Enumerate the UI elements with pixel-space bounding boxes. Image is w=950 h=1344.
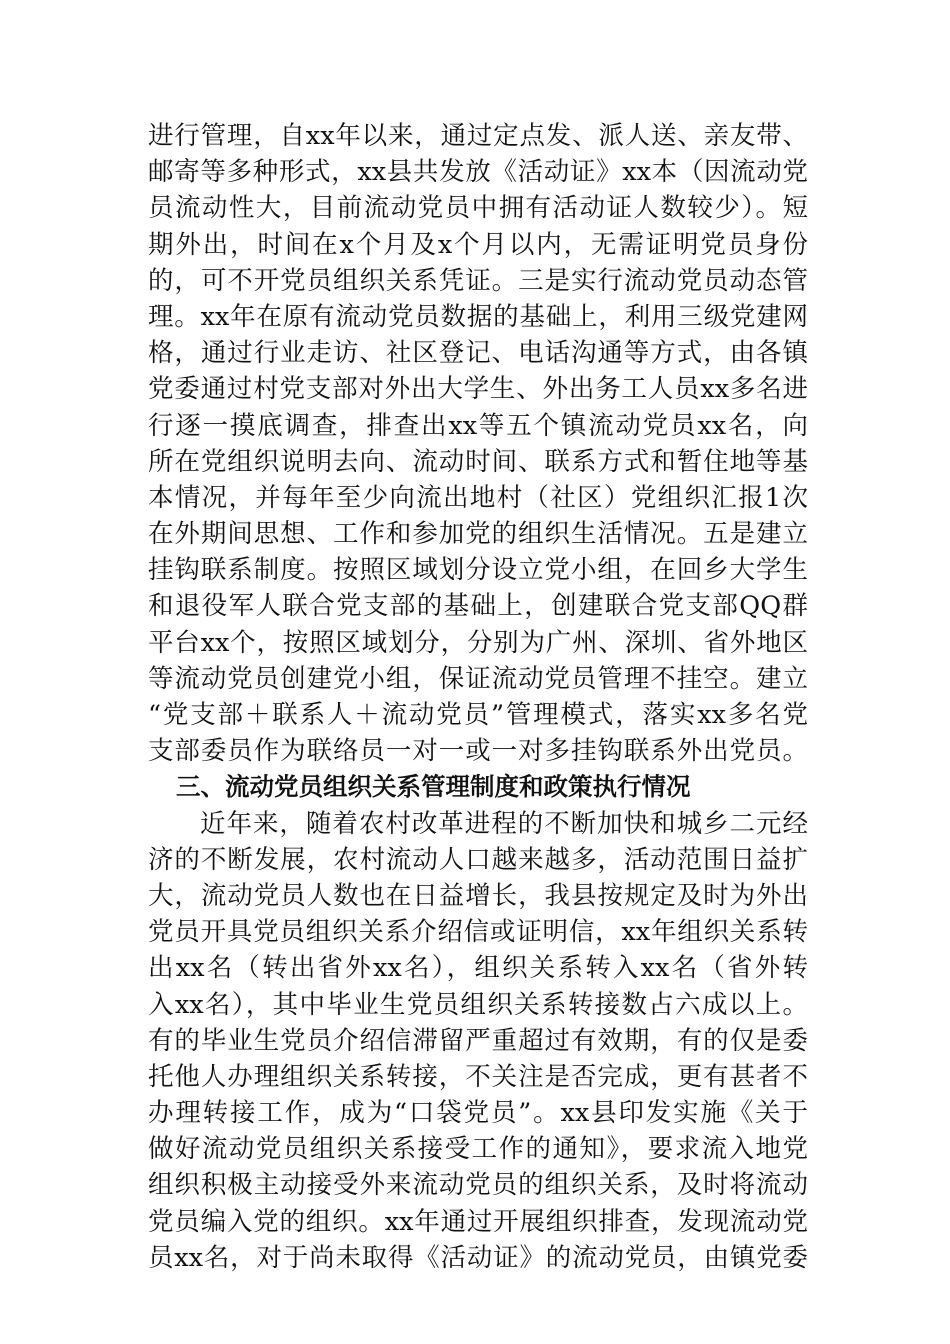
paragraph-line: 有的毕业生党员介绍信滞留严重超过有效期，有的仅是委	[148, 1025, 808, 1056]
paragraph-line: 的，可不开党员组织关系凭证。三是实行流动党员动态管	[148, 265, 808, 296]
paragraph-line: 挂钩联系制度。按照区域划分设立党小组，在回乡大学生	[148, 555, 808, 586]
paragraph-line: 出xx名（转出省外xx名），组织关系转入xx名（省外转	[148, 953, 808, 984]
paragraph-line: 办理转接工作，成为“口袋党员”。xx县印发实施《关于	[148, 1098, 808, 1129]
paragraph-line: 大，流动党员人数也在日益增长，我县按规定及时为外出	[148, 880, 808, 911]
paragraph-line: 平台xx个，按照区域划分，分别为广州、深圳、省外地区	[148, 627, 808, 658]
paragraph-line: 等流动党员创建党小组，保证流动党员管理不挂空。建立	[148, 663, 808, 694]
paragraph-line: 托他人办理组织关系转接，不关注是否完成，更有甚者不	[148, 1061, 808, 1092]
paragraph-line: 邮寄等多种形式，xx县共发放《活动证》xx本（因流动党	[148, 157, 808, 188]
paragraph-line: 党员编入党的组织。xx年通过开展组织排查，发现流动党	[148, 1206, 808, 1237]
paragraph-line: 近年来，随着农村改革进程的不断加快和城乡二元经	[200, 808, 808, 839]
paragraph-line: “党支部＋联系人＋流动党员”管理模式，落实xx多名党	[148, 700, 808, 730]
paragraph-line: 党员开具党员组织关系介绍信或证明信，xx年组织关系转	[148, 917, 808, 948]
paragraph-line: 所在党组织说明去向、流动时间、联系方式和暂住地等基	[148, 446, 808, 477]
paragraph-line: 入xx名），其中毕业生党员组织关系转接数占六成以上。	[148, 989, 808, 1020]
paragraph-line: 行逐一摸底调查，排查出xx等五个镇流动党员xx名，向	[148, 410, 808, 441]
section-heading: 三、流动党员组织关系管理制度和政策执行情况	[176, 772, 691, 802]
paragraph-line: 进行管理，自xx年以来，通过定点发、派人送、亲友带、	[148, 121, 808, 151]
paragraph-line: 做好流动党员组织关系接受工作的通知》，要求流入地党	[148, 1134, 808, 1165]
paragraph-line: 济的不断发展，农村流动人口越来越多，活动范围日益扩	[148, 844, 808, 875]
paragraph-line: 员流动性大，目前流动党员中拥有活动证人数较少）。短	[148, 193, 808, 224]
paragraph-line: 在外期间思想、工作和参加党的组织生活情况。五是建立	[148, 519, 808, 550]
paragraph-line: 期外出，时间在x个月及x个月以内，无需证明党员身份	[148, 229, 808, 260]
paragraph-line: 理。xx年在原有流动党员数据的基础上，利用三级党建网	[148, 301, 808, 332]
paragraph-line: 组织积极主动接受外来流动党员的组织关系，及时将流动	[148, 1170, 808, 1201]
paragraph-line: 格，通过行业走访、社区登记、电话沟通等方式，由各镇	[148, 338, 808, 369]
paragraph-line: 支部委员作为联络员一对一或一对多挂钩联系外出党员。	[148, 736, 808, 767]
document-body	[148, 118, 808, 1276]
paragraph-line: 党委通过村党支部对外出大学生、外出务工人员xx多名进	[148, 374, 808, 405]
paragraph-line: 本情况，并每年至少向流出地村（社区）党组织汇报1次	[148, 482, 808, 513]
paragraph-line: 员xx名，对于尚未取得《活动证》的流动党员，由镇党委	[148, 1242, 808, 1273]
paragraph-line: 和退役军人联合党支部的基础上，创建联合党支部QQ群	[148, 591, 808, 622]
